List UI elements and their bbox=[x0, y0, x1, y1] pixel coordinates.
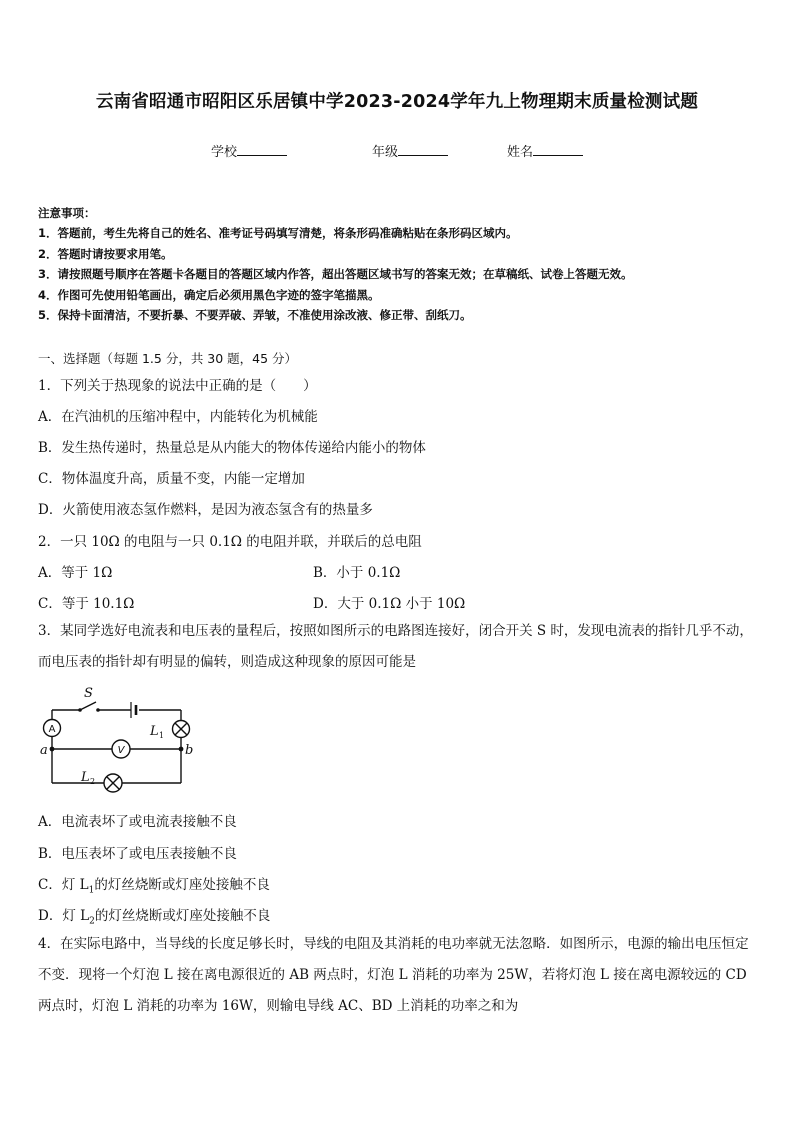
q3-option-a: A．电流表坏了或电流表接触不良 bbox=[38, 814, 237, 830]
q2-stem: 2．一只 10Ω 的电阻与一只 0.1Ω 的电阻并联，并联后的总电阻 bbox=[38, 534, 422, 550]
q2-option-b: B．小于 0.1Ω bbox=[313, 565, 401, 581]
name-label: 姓名 bbox=[507, 145, 534, 160]
note-item: 5．保持卡面清洁，不要折暴、不要弄破、弄皱，不准使用涂改液、修正带、刮纸刀。 bbox=[38, 308, 472, 322]
q1-option-a: A．在汽油机的压缩冲程中，内能转化为机械能 bbox=[38, 409, 318, 425]
lamp-l2-sub: 2 bbox=[90, 777, 96, 786]
switch-label: S bbox=[84, 686, 93, 701]
grade-blank bbox=[398, 143, 448, 156]
q2-option-c: C．等于 10.1Ω bbox=[38, 596, 135, 612]
ammeter-label: A bbox=[48, 724, 56, 735]
q1-option-c: C．物体温度升高，质量不变，内能一定增加 bbox=[38, 471, 305, 487]
q3-stem: 3．某同学选好电流表和电压表的量程后，按照如图所示的电路图连接好，闭合开关 S 时，发现电流表的指针几乎不动，而电压表的指针却有明显的偏转，则造成这种现象的原因可能是 bbox=[38, 623, 753, 670]
school-label: 学校 bbox=[211, 145, 238, 160]
q4-stem: 4．在实际电路中，当导线的长度足够长时，导线的电阻及其消耗的电功率就无法忽略．如图所示，电源的输出电压恒定不变．现将一个灯泡 L 接在离电源很近的 AB 两点时，灯泡 L 消耗的功率为 25W，若将灯泡 L 接在离电源较远的 CD 两点时，灯泡 L 消耗的功率为 16W，则输电导线 AC、BD 上消耗的功率之和为 bbox=[38, 936, 749, 1014]
section-heading: 一、选择题（每题 1.5 分，共 30 题，45 分） bbox=[38, 351, 298, 366]
q2-option-d: D．大于 0.1Ω 小于 10Ω bbox=[313, 596, 466, 612]
name-field bbox=[507, 141, 583, 160]
note-item: 3．请按照题号顺序在答题卡各题目的答题区域内作答，超出答题区域书写的答案无效；在草稿纸、试卷上答题无效。 bbox=[38, 267, 633, 281]
node-a-label: a bbox=[40, 743, 48, 758]
lamp-l2-label: L bbox=[81, 770, 90, 785]
circuit-diagram bbox=[38, 683, 198, 803]
lamp-l1-sub: 1 bbox=[159, 731, 165, 740]
school-field bbox=[211, 141, 287, 160]
school-blank bbox=[237, 143, 287, 156]
note-item: 4．作图可先使用铅笔画出，确定后必须用黑色字迹的签字笔描黑。 bbox=[38, 288, 380, 302]
q3-option-d: D．灯 $L_2$的灯丝烧断或灯座处接触不良 bbox=[38, 908, 271, 927]
note-item: 1．答题前，考生先将自己的姓名、准考证号码填写清楚，将条形码准确粘贴在条形码区域内。 bbox=[38, 226, 518, 240]
lamp-l1-label: L bbox=[150, 724, 159, 739]
node-b-label: b bbox=[185, 743, 194, 758]
grade-label: 年级 bbox=[372, 145, 399, 160]
q3-option-b: B．电压表坏了或电压表接触不良 bbox=[38, 846, 237, 862]
q3-option-c: C．灯 $L_1$的灯丝烧断或灯座处接触不良 bbox=[38, 877, 270, 896]
name-blank bbox=[533, 143, 583, 156]
q2-option-a: A．等于 1Ω bbox=[38, 565, 113, 581]
grade-field bbox=[372, 141, 448, 160]
exam-title: 云南省昭通市昭阳区乐居镇中学2023-2024学年九上物理期末质量检测试题 bbox=[95, 92, 699, 112]
note-item: 2．答题时请按要求用笔。 bbox=[38, 247, 173, 261]
q1-stem: 1．下列关于热现象的说法中正确的是（ ） bbox=[38, 378, 317, 394]
voltmeter-label: V bbox=[117, 745, 125, 756]
notes-heading: 注意事项： bbox=[38, 206, 96, 220]
q1-option-b: B．发生热传递时，热量总是从内能大的物体传递给内能小的物体 bbox=[38, 440, 426, 456]
q1-option-d: D．火箭使用液态氢作燃料，是因为液态氢含有的热量多 bbox=[38, 502, 373, 518]
